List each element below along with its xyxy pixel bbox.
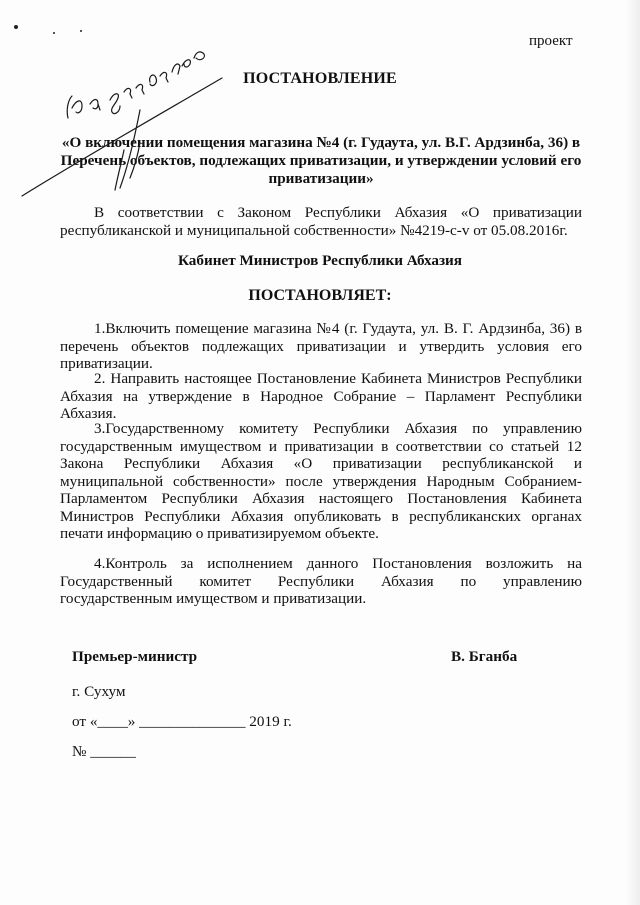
- document-subject: «О включении помещения магазина №4 (г. Гудаута, ул. В.Г. Ардзинба, 36) в Перечень объектов, подлежащих приватизации, и утверждении условий его приватизации»: [60, 134, 582, 187]
- signatory-name: В. Бганба: [451, 648, 518, 665]
- document-number-line: № ______: [72, 743, 136, 760]
- resolution-item-text: 4.Контроль за исполнением данного Постановления возложить на Государственный комитет Республики Абхазия по управлению государственным имуществом и приватизации.: [60, 555, 582, 607]
- resolution-item-1: [60, 320, 582, 373]
- signatory-title: Премьер-министр: [72, 648, 198, 665]
- resolution-item-4: [60, 555, 582, 608]
- issue-city: г. Сухум: [72, 683, 126, 700]
- scan-speck: [53, 32, 55, 34]
- preamble-text: В соответствии с Законом Республики Абхазия «О приватизации республиканской и муниципальной собственности» №4219-с-v от 05.08.2016г.: [60, 204, 582, 239]
- scan-speck: [14, 25, 18, 29]
- scan-edge-shadow: [626, 0, 640, 905]
- resolution-item-3: [60, 420, 582, 543]
- draft-status-label: проект: [529, 33, 573, 49]
- resolution-item-2: [60, 370, 582, 423]
- issue-date-line: от «____» ______________ 2019 г.: [72, 713, 292, 730]
- resolution-item-text: 1.Включить помещение магазина №4 (г. Гудаута, ул. В. Г. Ардзинба, 36) в перечень объектов подлежащих приватизации и утвердить условия его приватизации.: [60, 320, 582, 372]
- resolution-item-text: 3.Государственному комитету Республики Абхазия по управлению государственным имуществом и приватизации в соответствии со статьей 12 Закона Республики Абхазия «О приватизации республиканской и муниципальной собственности» после утверждения Народным Собранием-Парламентом Республики Абхазия настоящего Постановления Кабинета Министров Республики Абхазия опубликовать в республиканских органах печати информацию о приватизируемом объекте.: [60, 420, 582, 542]
- resolves-heading: ПОСТАНОВЛЯЕТ:: [248, 287, 392, 304]
- preamble-paragraph: [60, 204, 582, 239]
- handwritten-note-stroke: [67, 96, 100, 118]
- document-title: ПОСТАНОВЛЕНИЕ: [243, 70, 397, 87]
- resolution-item-text: 2. Направить настоящее Постановление Кабинета Министров Республики Абхазия на утверждение в Народное Собрание – Парламент Республики Абхазия.: [60, 370, 582, 422]
- scan-speck: [80, 30, 82, 32]
- issuer-heading: Кабинет Министров Республики Абхазия: [177, 252, 463, 269]
